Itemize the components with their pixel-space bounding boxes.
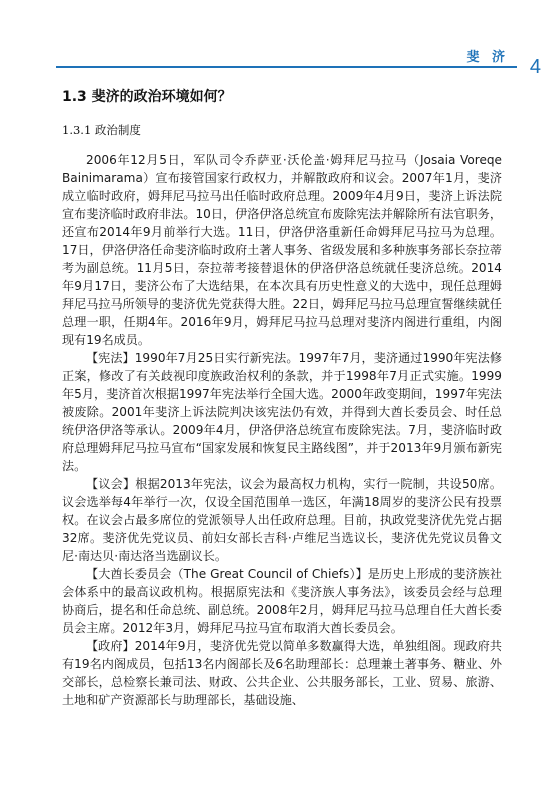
- running-header-title: 斐 济: [466, 50, 509, 65]
- paragraph-constitution: 【宪法】1990年7月25日实行新宪法。1997年7月，斐济通过1990年宪法修正案，修改了有关歧视印度族政治权利的条款，并于1998年7月正式实施。1999年5月，斐济首次根据1997年宪法举行全国大选。2000年政变期间，1997年宪法被废除。2001年斐济上诉法院判决该宪法仍有效，并得到大酋长委员会、时任总统伊洛伊洛等承认。2009年4月，伊洛伊洛总统宣布废除宪法。7月，斐济临时政府总理姆拜尼马拉马宣布“国家发展和恢复民主路线图”，并于2013年9月颁布新宪法。: [62, 351, 502, 473]
- section-title: 1.3 斐济的政治环境如何？: [62, 89, 232, 105]
- body-text: [62, 151, 502, 709]
- paragraph-government: 【政府】2014年9月，斐济优先党以简单多数赢得大选，单独组阁。现政府共有19名内阁成员，包括13名内阁部长及6名助理部长：总理兼土著事务、糖业、外交部长，总检察长兼司法、财政、公共企业、公共服务部长，工业、贸易、旅游、土地和矿产资源部长与助理部长，基础设施、: [62, 639, 502, 707]
- header-rule: [56, 66, 517, 68]
- page-header: [0, 0, 559, 80]
- subsection-title: 1.3.1 政治制度: [62, 123, 141, 137]
- page-number: 4: [529, 56, 541, 78]
- paragraph-political-history: 2006年12月5日，军队司令乔萨亚·沃伦盖·姆拜尼马拉马（Josaia Voreqe Bainimarama）宣布接管国家行政权力，并解散政府和议会。2007年1月，斐济成立临时政府，姆拜尼马拉马出任临时政府总理。2009年4月9日，斐济上诉法院宣布斐济临时政府非法。10日，伊洛伊洛总统宣布废除宪法并解除所有法官职务，还宣布2014年9月前举行大选。11日，伊洛伊洛重新任命姆拜尼马拉马为总理。17日，伊洛伊洛任命斐济临时政府土著人事务、省级发展和多种族事务部长奈拉蒂考为副总统。11月5日，奈拉蒂考接替退休的伊洛伊洛总统就任斐济总统。2014年9月17日，斐济公布了大选结果，在本次具有历史性意义的大选中，现任总理姆拜尼马拉马所领导的斐济优先党获得大胜。22日，姆拜尼马拉马总理宣誓继续就任总理一职，任期4年。2016年9月，姆拜尼马拉马总理对斐济内阁进行重组，内阁现有19名成员。: [62, 153, 502, 347]
- paragraph-great-council-of-chiefs: 【大酋长委员会（The Great Council of Chiefs）】是历史上形成的斐济族社会体系中的最高议政机构。根据原宪法和《斐济族人事务法》，该委员会经与总理协商后，提名和任命总统、副总统。2008年2月，姆拜尼马拉马总理自任大酋长委员会主席。2012年3月，姆拜尼马拉马宣布取消大酋长委员会。: [62, 567, 502, 635]
- paragraph-parliament: 【议会】根据2013年宪法，议会为最高权力机构，实行一院制，共设50席。议会选举每4年举行一次，仅设全国范围单一选区，年满18周岁的斐济公民有投票权。在议会占最多席位的党派领导人出任政府总理。目前，执政党斐济优先党占据32席。斐济优先党议员、前妇女部长吉科·卢维尼当选议长，斐济优先党议员鲁文尼·南达贝·南达洛当选副议长。: [62, 477, 502, 563]
